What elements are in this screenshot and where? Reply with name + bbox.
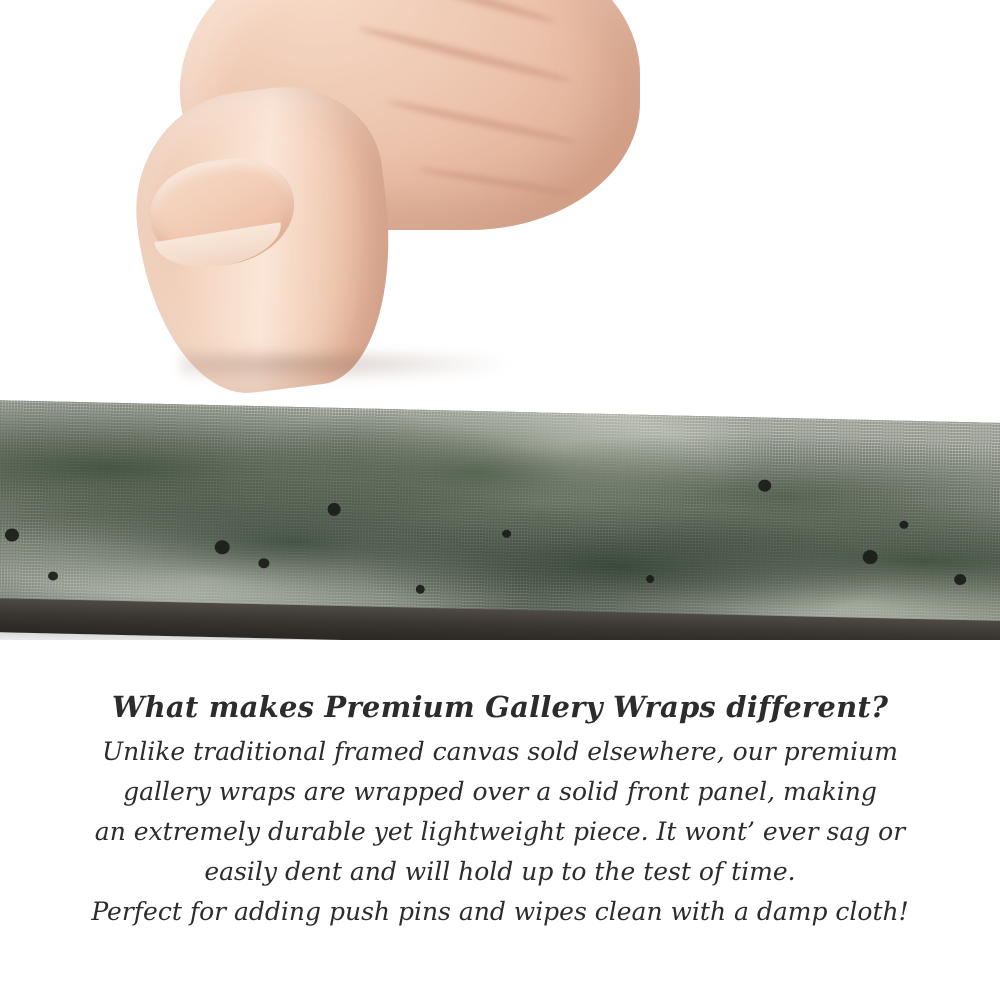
- caption-body: [0, 732, 1000, 932]
- canvas-speck: [758, 479, 771, 491]
- knuckle-crease-icon: [416, 166, 575, 198]
- canvas-speck: [899, 521, 908, 529]
- canvas-edge-slab: [0, 400, 1000, 640]
- caption-block: [0, 690, 1000, 932]
- knuckle-crease-icon: [333, 0, 557, 27]
- hand-graphic: [120, 0, 640, 430]
- canvas-speck: [416, 585, 425, 594]
- canvas-speck: [258, 558, 269, 568]
- caption-heading: What makes Premium Gallery Wraps different?: [111, 690, 889, 724]
- knuckle-crease-icon: [357, 24, 573, 86]
- canvas-speck: [954, 574, 966, 585]
- caption-line: easily dent and will hold up to the test of time.: [204, 857, 796, 886]
- canvas-speck: [48, 571, 58, 580]
- hand-shadow: [180, 352, 510, 382]
- caption-line: Unlike traditional framed canvas sold elsewhere, our premium: [102, 737, 898, 766]
- caption-line: an extremely durable yet lightweight piece. It wont’ ever sag or: [94, 817, 906, 846]
- canvas-speck: [327, 503, 340, 516]
- canvas-speck: [646, 575, 654, 583]
- canvas-speck: [502, 530, 511, 538]
- knuckle-crease-icon: [386, 98, 578, 146]
- canvas-speck: [5, 528, 19, 541]
- caption-line: gallery wraps are wrapped over a solid front panel, making: [123, 777, 877, 806]
- canvas-speck: [215, 540, 230, 554]
- canvas-speck: [863, 550, 878, 564]
- caption-line: Perfect for adding push pins and wipes clean with a damp cloth!: [91, 897, 909, 926]
